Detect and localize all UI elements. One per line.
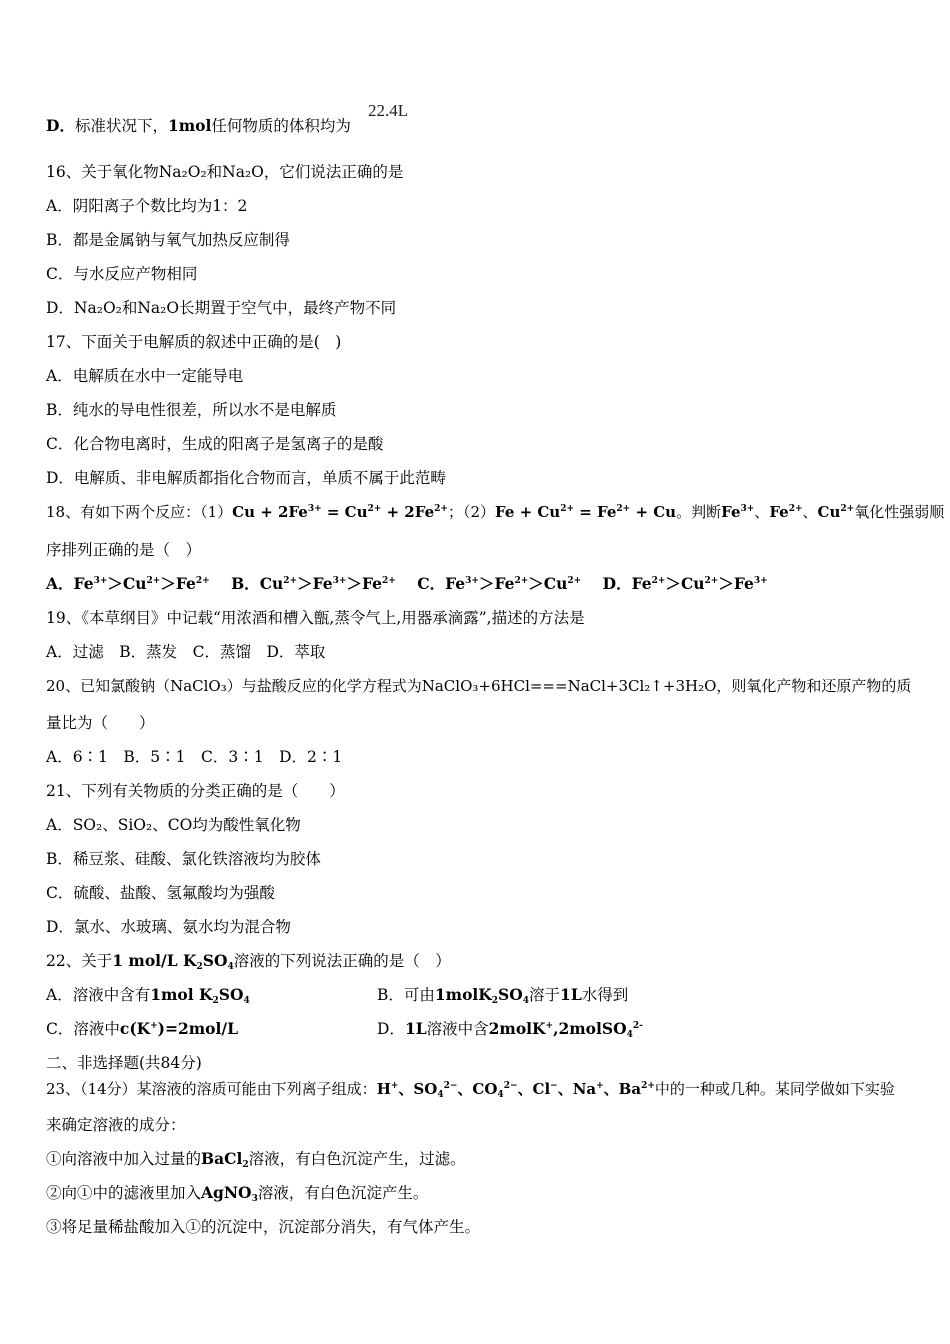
q22-option-b: B．可由$1molK_2SO_4$溶于1L水得到: [377, 985, 629, 1006]
q21-option-d: D．氯水、水玻璃、氨水均为混合物: [46, 918, 291, 936]
q22-option-c: C．溶液中c(K+)=2mol/L: [46, 1019, 238, 1038]
q18-option-d: D．$Fe^{2+}>Cu^{2+}>Fe^{3+}$: [602, 574, 768, 593]
q19-options: A．过滤 B．蒸发 C．蒸馏 D．萃取: [46, 643, 326, 661]
q18-options: [46, 574, 768, 594]
q23-stem-cont: 来确定溶液的成分：: [46, 1116, 186, 1134]
q17-option-a: A．电解质在水中一定能导电: [46, 367, 244, 385]
q21-stem: 21、下列有关物质的分类正确的是（ ）: [46, 782, 345, 800]
q21-option-a: A．SO₂、SiO₂、CO均为酸性氧化物: [46, 816, 301, 834]
q21-option-c: C．硫酸、盐酸、氢氟酸均为强酸: [46, 884, 275, 902]
q15-option-d: D．标准状况下，1mol任何物质的体积均为: [46, 116, 351, 135]
q23-step-3: ③将足量稀盐酸加入①的沉淀中，沉淀部分消失，有气体产生。: [46, 1218, 481, 1236]
q18-option-b: B．$Cu^{2+}>Fe^{3+}>Fe^{2+}$: [231, 574, 396, 593]
q18-stem-cont: 序排列正确的是（ ）: [46, 541, 202, 559]
q18-option-c: C．$Fe^{3+}>Fe^{2+}>Cu^{2+}$: [417, 574, 582, 593]
q17-stem: 17、下面关于电解质的叙述中正确的是( ): [46, 333, 342, 351]
q20-options: A．6∶1 B．5∶1 C．3∶1 D．2∶1: [46, 748, 343, 766]
q17-option-c: C．化合物电离时，生成的阳离子是氢离子的是酸: [46, 435, 384, 453]
q17-option-b: B．纯水的导电性很差，所以水不是电解质: [46, 401, 337, 419]
q18-option-a: A．$Fe^{3+}>Cu^{2+}>Fe^{2+}$: [46, 574, 210, 593]
section-2-heading: 二、非选择题(共84分): [46, 1054, 202, 1072]
q17-option-d: D．电解质、非电解质都指化合物而言，单质不属于此范畴: [46, 469, 446, 487]
q21-option-b: B．稀豆浆、硅酸、氯化铁溶液均为胶体: [46, 850, 321, 868]
q20-stem: 20、已知氯酸钠（NaClO₃）与盐酸反应的化学方程式为NaClO₃+6HCl===NaCl+3Cl₂↑+3H₂O，则氧化产物和还原产物的质: [46, 677, 912, 695]
q22-option-a: A．溶液中含有1mol $K_2SO_4$: [46, 985, 250, 1006]
q16-option-b: B．都是金属钠与氧气加热反应制得: [46, 231, 290, 249]
q23-step-2: ②向①中的滤液里加入AgNO$_3$溶液，有白色沉淀产生。: [46, 1183, 429, 1204]
q16-option-a: A．阴阳离子个数比均为1：2: [46, 197, 248, 215]
q22-stem: 22、关于1 mol/L $K_2SO_4$溶液的下列说法正确的是（ ）: [46, 951, 451, 972]
q19-stem: 19、《本草纲目》中记载“用浓酒和槽入甑,蒸令气上,用器承滴露”,描述的方法是: [46, 609, 585, 627]
q16-stem: 16、关于氧化物Na₂O₂和Na₂O，它们说法正确的是: [46, 163, 404, 181]
q23-stem: 23、（14分）某溶液的溶质可能由下列离子组成：H+、$SO_4^{2-}$、$CO_4^{2-}$、Cl−、Na+、$Ba^{2+}$中的一种或几种。某同学做如下实验: [46, 1080, 895, 1100]
q16-option-d: D．Na₂O₂和Na₂O长期置于空气中，最终产物不同: [46, 299, 397, 317]
q16-option-c: C．与水反应产物相同: [46, 265, 198, 283]
q15-volume-figure: 22.4L: [368, 101, 409, 120]
q18-stem: 18、有如下两个反应：$(1)Cu + 2Fe^{3+} = Cu^{2+} + 2Fe^{2+}$；$(2)Fe + Cu^{2+} = Fe^{2+} + Cu$。判断$Fe^{3+}$、$Fe^{2+}$、$Cu^{2+}$氧化性强弱顺: [46, 503, 945, 521]
q23-step-1: ①向溶液中加入过量的BaCl$_2$溶液，有白色沉淀产生，过滤。: [46, 1149, 466, 1170]
q22-option-d: D．1L溶液中含2molK+,2molSO$_4^{2-}$: [377, 1019, 643, 1040]
q20-stem-cont: 量比为（ ）: [46, 714, 155, 732]
